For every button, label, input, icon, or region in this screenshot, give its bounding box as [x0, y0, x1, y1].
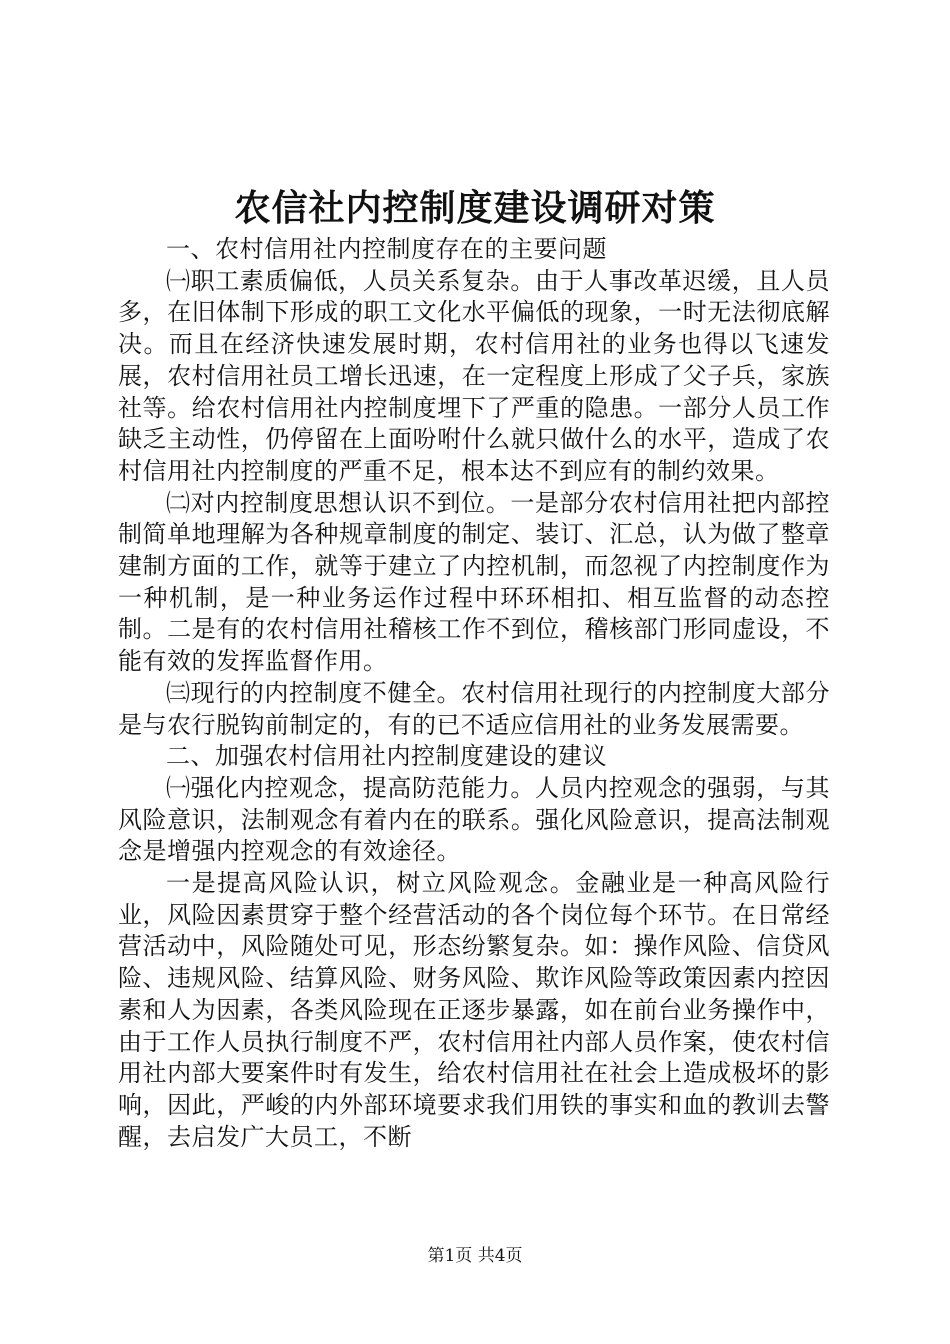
paragraph-4: ㈠强化内控观念，提高防范能力。人员内控观念的强弱，与其风险意识，法制观念有着内在的联系。强化风险意识，提高法制观念是增强内控观念的有效途径。: [118, 773, 830, 866]
page-footer: 第1页 共4页: [427, 1246, 523, 1266]
paragraph-3: ㈢现行的内控制度不健全。农村信用社现行的内控制度大部分是与农行脱钩前制定的，有的已不适应信用社的业务发展需要。: [118, 678, 830, 739]
section-heading-1: 一、农村信用社内控制度存在的主要问题: [166, 235, 607, 263]
document-body: [118, 234, 830, 1153]
paragraph-2: ㈡对内控制度思想认识不到位。一是部分农村信用社把内部控制简单地理解为各种规章制度的制定、装订、汇总，认为做了整章建制方面的工作，就等于建立了内控机制，而忽视了内控制度作为一种机制，是一种业务运作过程中环环相扣、相互监督的动态控制。二是有的农村信用社稽核工作不到位，稽核部门形同虚设，不能有效的发挥监督作用。: [118, 488, 830, 676]
paragraph-5: 一是提高风险认识，树立风险观念。金融业是一种高风险行业，风险因素贯穿于整个经营活动的各个岗位每个环节。在日常经营活动中，风险随处可见，形态纷繁复杂。如：操作风险、信贷风险、违规风险、结算风险、财务风险、欺诈风险等政策因素内控因素和人为因素，各类风险现在正逐步暴露，如在前台业务操作中，由于工作人员执行制度不严，农村信用社内部人员作案，使农村信用社内部大要案件时有发生，给农村信用社在社会上造成极坏的影响，因此，严峻的内外部环境要求我们用铁的事实和血的教训去警醒，去启发广大员工，不断: [118, 869, 830, 1151]
document-title: 农信社内控制度建设调研对策: [234, 187, 716, 229]
paragraph-1: ㈠职工素质偏低，人员关系复杂。由于人事改革迟缓，且人员多，在旧体制下形成的职工文化水平偏低的现象，一时无法彻底解决。而且在经济快速发展时期，农村信用社的业务也得以飞速发展，农村信用社员工增长迅速，在一定程度上形成了父子兵，家族社等。给农村信用社内控制度埋下了严重的隐患。一部分人员工作缺乏主动性，仍停留在上面吩咐什么就只做什么的水平，造成了农村信用社内控制度的严重不足，根本达不到应有的制约效果。: [118, 266, 830, 485]
section-heading-2: 二、加强农村信用社内控制度建设的建议: [166, 742, 607, 771]
